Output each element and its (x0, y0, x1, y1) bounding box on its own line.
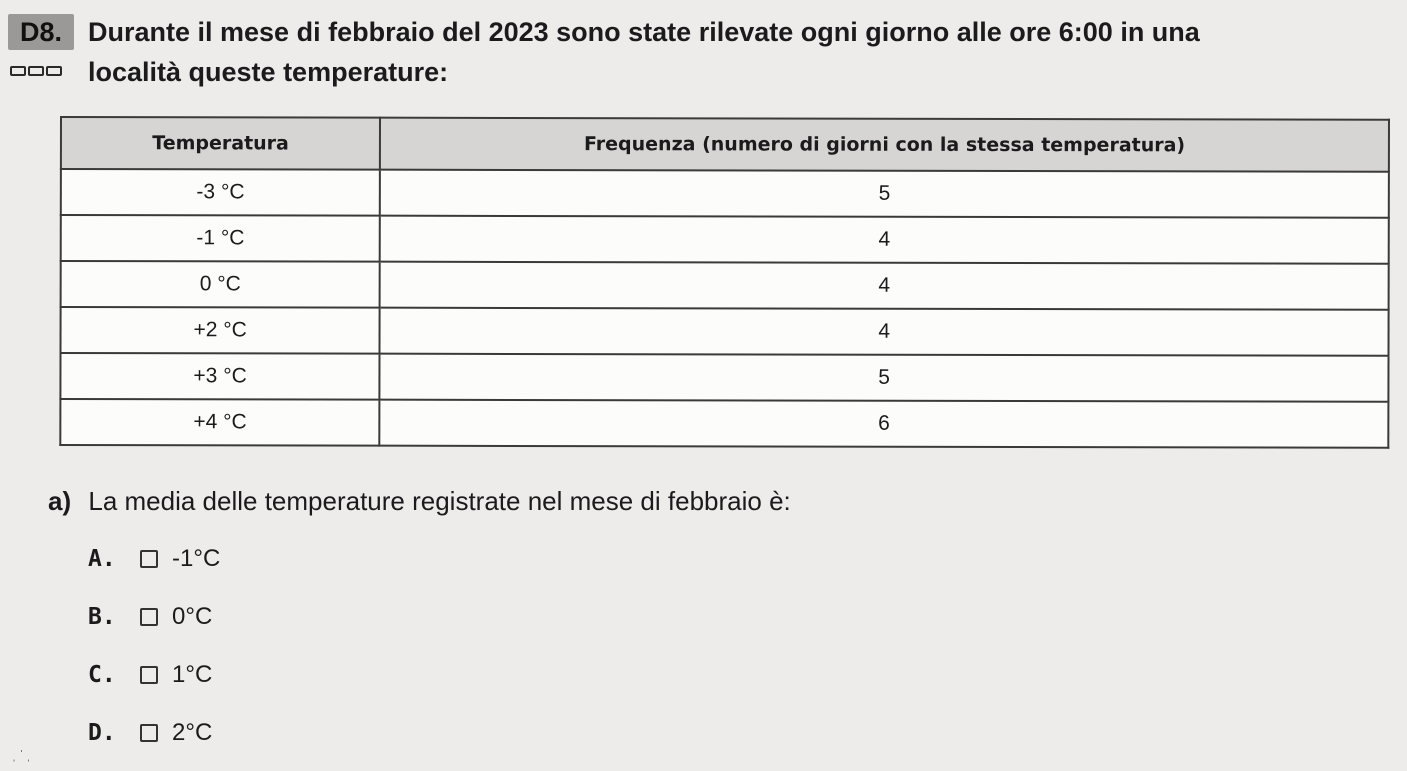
difficulty-box-icon (10, 66, 26, 76)
cell-temperature: 0 °C (61, 261, 380, 308)
difficulty-box-icon (28, 66, 44, 76)
question-line-2 (8, 54, 1388, 94)
table-row (61, 261, 1389, 310)
option-value: 0°C (172, 603, 213, 630)
table-row (60, 353, 1388, 402)
cell-temperature: +2 °C (61, 307, 380, 354)
cell-temperature: -1 °C (61, 215, 380, 262)
temperature-table (59, 116, 1390, 449)
option-letter: C. (88, 662, 116, 688)
option-value: 1°C (172, 661, 213, 688)
option-b[interactable] (88, 588, 220, 646)
table-row (61, 215, 1389, 264)
table-row (61, 169, 1389, 218)
option-letter: A. (88, 546, 116, 572)
question-number: D8. (8, 14, 74, 50)
sub-question-a (48, 484, 791, 518)
checkbox-icon[interactable] (140, 608, 158, 626)
cell-frequency: 5 (380, 170, 1389, 218)
cell-frequency: 4 (380, 262, 1389, 310)
difficulty-boxes-icon (10, 66, 62, 76)
table-header-row (61, 117, 1389, 172)
sub-question-label: a) (48, 486, 72, 516)
option-a[interactable] (88, 530, 220, 588)
question-text-line-1: Durante il mese di febbraio del 2023 sono state rilevate ogni giorno alle ore 6:00 in una (88, 17, 1200, 47)
question-header (8, 14, 1388, 94)
table-row (61, 307, 1389, 356)
checkbox-icon[interactable] (140, 550, 158, 568)
option-value: -1°C (172, 545, 221, 572)
cell-temperature: +4 °C (60, 399, 379, 446)
question-text-line-2: località queste temperature: (88, 57, 449, 87)
option-letter: D. (88, 720, 116, 746)
cell-temperature: +3 °C (60, 353, 379, 400)
cell-frequency: 6 (380, 400, 1389, 448)
cell-temperature: -3 °C (61, 169, 380, 216)
checkbox-icon[interactable] (140, 666, 158, 684)
checkbox-icon[interactable] (140, 724, 158, 742)
header-temperature: Temperatura (61, 117, 380, 170)
header-frequency: Frequenza (numero di giorni con la stessa temperatura) (380, 118, 1389, 172)
option-c[interactable] (88, 646, 220, 704)
answer-options (88, 530, 220, 762)
cell-frequency: 4 (380, 308, 1389, 356)
option-letter: B. (88, 604, 116, 630)
cell-frequency: 5 (380, 354, 1389, 402)
pencil-mark-icon: ˌ ˈ ˌ (12, 748, 31, 762)
table-row (60, 399, 1388, 448)
difficulty-box-icon (46, 66, 62, 76)
cell-frequency: 4 (380, 216, 1389, 264)
question-line-1 (8, 14, 1388, 54)
sub-question-text: La media delle temperature registrate nel mese di febbraio è: (88, 486, 791, 516)
option-d[interactable] (88, 704, 220, 762)
option-value: 2°C (172, 719, 213, 746)
